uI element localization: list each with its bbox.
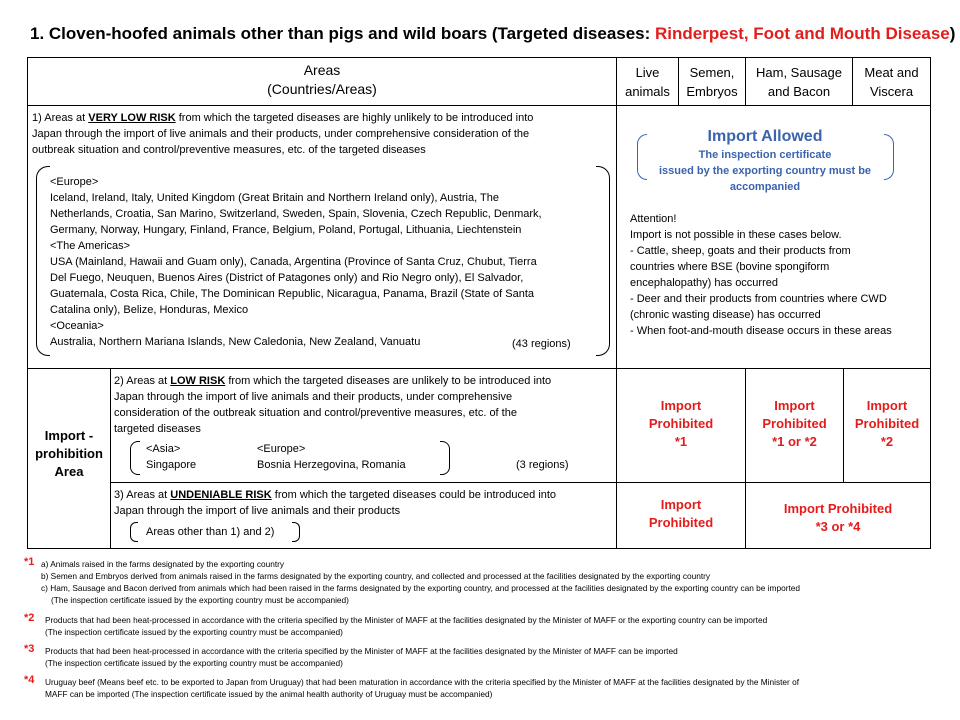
header-areas: Areas (Countries/Areas): [267, 62, 377, 97]
targeted-diseases: Rinderpest, Foot and Mouth Disease: [655, 24, 950, 43]
region-group-oceania: <Oceania>: [50, 320, 104, 332]
import-prohibition-area-label: Import - prohibition Area: [35, 428, 103, 479]
very-low-region-count: (43 regions): [512, 338, 571, 350]
header-live-animals: Live animals: [625, 65, 670, 99]
table-border-bottom: [27, 548, 931, 549]
low-region-europe: <Europe> Bosnia Herzegovina, Romania: [257, 443, 406, 471]
header-semen-embryos: Semen, Embryos: [686, 65, 738, 99]
header-meat-viscera: Meat and Viscera: [864, 65, 919, 99]
prohibition-label-divider: [110, 368, 111, 549]
undeniable-risk-description: 3) Areas at UNDENIABLE RISK from which the targeted diseases could be introduced into Japan through the import of live animals and their products: [114, 489, 557, 517]
low-bracket-left: [130, 441, 140, 475]
attention-heading: Attention!: [630, 213, 677, 225]
import-allowed-title: Import Allowed: [707, 128, 823, 145]
footnote-3: *3 Products that had been heat-processed in accordance with the criteria specified by the Minister of MAFF at the facilities designated by the Minister of MAFF can be imported (The inspection certificate issued by the exporting country must be accompanied): [24, 643, 678, 668]
region-group-americas: <The Americas>: [50, 240, 131, 252]
footnote-2: *2 Products that had been heat-processed in accordance with the criteria specified by the Minister of MAFF at the facilities designated by the Minister of MAFF or the exporting country can be imported (The inspection certificate issued by the exporting country must be accompanied): [24, 612, 768, 637]
footnotes: [24, 556, 954, 703]
low-divider: [110, 482, 931, 483]
undeniable-risk-emphasis: UNDENIABLE RISK: [170, 489, 272, 501]
very-low-region-list: <Europe> Iceland, Ireland, Italy, United Kingdom (Great Britain and Northern Ireland only), Austria, The Netherlands, Croatia, San Marino, Switzerland, Sweden, Spain, Slovenia, Czech Republic, Denmark, Germany, Norway, Hungary, Finland, France, Belgium, Poland, Portugal, Lithuania, Liechtenstein <The Americas> USA (Mainland, Hawaii and Guam only), Canada, Argentina (Province of Santa Cruz, Chubut, Tierra Del Fuego, Neuquen, Buenos Aires (District of Patagones only) and Rio Negro only), El Salvador, Guatemala, Costa Rica, Chile, The Dominican Republic, Nicaragua, Panama, Brazil (State of Santa Catalina only), Belize, Honduras, Mexico <Oceania> Australia, Northern Mariana Islands, New Caledonia, New Zealand, Vanuatu: [50, 174, 600, 350]
header-ham-sausage-bacon: Ham, Sausage and Bacon: [756, 65, 842, 99]
footnote-4-marker: *4: [24, 674, 35, 686]
low-bracket-right: [440, 441, 450, 475]
very-low-bracket-left: [36, 166, 50, 356]
undeniable-live-semen-status: Import Prohibited: [648, 497, 714, 530]
footnote-2-marker: *2: [24, 612, 35, 624]
undeniable-bracket-left: [130, 522, 138, 542]
low-meat-status: Import Prohibited *2: [854, 398, 920, 449]
low-risk-description: 2) Areas at LOW RISK from which the targeted diseases are unlikely to be introduced into Japan through the import of live animals and their products, under comprehensive consideration of the outbreak situation and control/preventive measures, etc. of the targeted diseases: [114, 375, 552, 435]
low-risk-emphasis: LOW RISK: [170, 375, 226, 387]
footnote-1: *1 a) Animals raised in the farms designated by the exporting country b) Semen and Embryos derived from animals raised in the farms designated by the exporting country, and collected and processed at the facilities designated by the exporting country c) Ham, Sausage and Bacon derived from animals which had been raised in the farms designated by the exporting country, and processed at the facilities designated by the exporting country can be imported (The inspection certificate issued by the exporting country must be accompanied): [24, 556, 800, 605]
areas-column-divider: [616, 57, 617, 549]
page-title: 1. Cloven-hoofed animals other than pigs and wild boars (Targeted diseases: Rinderpest, Foot and Mouth Disease): [30, 24, 956, 43]
footnote-4: *4 Uruguay beef (Means beef etc. to be exported to Japan from Uruguay) that had been maturation in accordance with the criteria specified by the Minister of MAFF at the facilities designated by the Minister of MAFF can be imported (The inspection certificate issued by the animal health authority of Uruguay must be accompanied): [24, 674, 800, 699]
very-low-divider: [27, 368, 931, 369]
low-ham-status: Import Prohibited *1 or *2: [762, 398, 827, 449]
table-border-top: [27, 57, 931, 58]
low-region-asia: <Asia> Singapore: [146, 443, 197, 471]
footnote-3-marker: *3: [24, 643, 35, 655]
low-region-count: (3 regions): [516, 459, 569, 471]
very-low-risk-emphasis: VERY LOW RISK: [88, 112, 176, 124]
undeniable-ham-meat-status: Import Prohibited *3 or *4: [783, 501, 893, 534]
region-group-europe: <Europe>: [50, 176, 99, 188]
very-low-risk-description: 1) Areas at VERY LOW RISK from which the targeted diseases are highly unlikely to be introduced into Japan through the import of live animals and their products, under comprehensive consideration of the outbreak situation and control/preventive measures, etc. of the targeted diseases: [32, 112, 534, 156]
attention-notes: Attention! Import is not possible in these cases below. - Cattle, sheep, goats and their products from countries where BSE (bovine spongiform encephalopathy) has occurred - Deer and their products from countries where CWD (chronic wasting disease) has occurred - When foot-and-mouth disease occurs in these areas: [630, 211, 928, 339]
import-allowed: Import Allowed The inspection certificate issued by the exporting country must be accompanied: [640, 127, 890, 195]
table-border-right: [930, 57, 931, 549]
undeniable-region-list: Areas other than 1) and 2): [146, 526, 275, 538]
undeniable-bracket-right: [292, 522, 300, 542]
low-live-semen-status: Import Prohibited *1: [648, 398, 714, 449]
footnote-1-marker: *1: [24, 556, 35, 568]
header-divider: [27, 105, 931, 106]
